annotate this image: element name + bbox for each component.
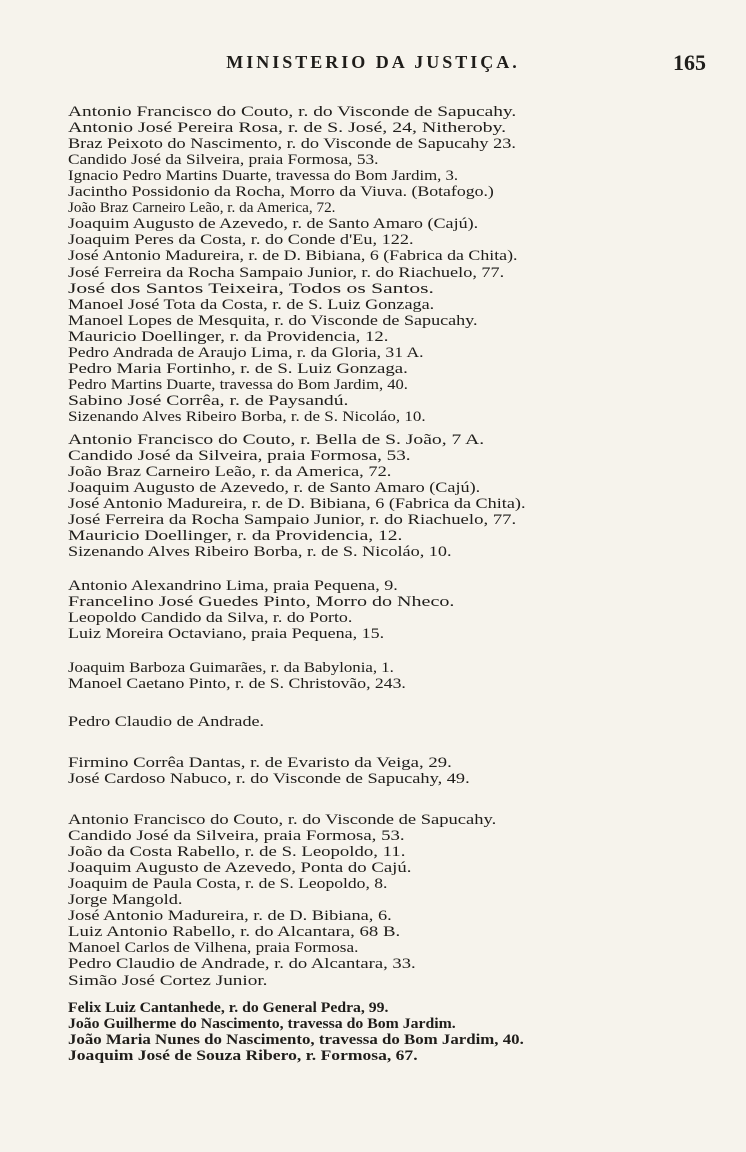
entry-line: Candido José da Silveira, praia Formosa, 53. bbox=[68, 828, 405, 845]
entry-line: Antonio Francisco do Couto, r. Bella de S. João, 7 A. bbox=[68, 432, 485, 448]
entry-line: José Antonio Madureira, r. de D. Bibiana, 6. bbox=[68, 908, 392, 925]
entry-line: José Antonio Madureira, r. de D. Bibiana, 6 (Fabrica da Chita). bbox=[68, 248, 518, 265]
entry-line: Jacintho Possidonio da Rocha, Morro da Viuva. (Botafogo.) bbox=[68, 184, 494, 201]
page-number: 165 bbox=[673, 50, 706, 75]
entry-line: Joaquim Augusto de Azevedo, r. de Santo Amaro (Cajú). bbox=[68, 480, 481, 497]
entry-line: José Ferreira da Rocha Sampaio Junior, r. do Riachuelo, 77. bbox=[68, 264, 505, 281]
entry-line: Pedro Claudio de Andrade. bbox=[68, 714, 265, 730]
entry-line: Joaquim de Paula Costa, r. de S. Leopoldo, 8. bbox=[68, 876, 388, 893]
entry-line: José Antonio Madureira, r. de D. Bibiana, 6 (Fabrica da Chita). bbox=[68, 496, 526, 513]
entry-line: Antonio Alexandrino Lima, praia Pequena, 9. bbox=[68, 578, 398, 594]
entry-line: Leopoldo Candido da Silva, r. do Porto. bbox=[68, 610, 353, 626]
entry-line: João da Costa Rabello, r. de S. Leopoldo, 11. bbox=[68, 844, 406, 861]
entry-line: Pedro Martins Duarte, travessa do Bom Jardim, 40. bbox=[68, 376, 408, 393]
entry-line: Braz Peixoto do Nascimento, r. do Visconde de Sapucahy 23. bbox=[68, 136, 516, 153]
page-header bbox=[0, 50, 746, 80]
entry-line: Sizenando Alves Ribeiro Borba, r. de S. Nicoláo, 10. bbox=[68, 408, 426, 425]
entry-line: Manoel Carlos de Vilhena, praia Formosa. bbox=[68, 940, 359, 957]
entry-line: João Maria Nunes do Nascimento, travessa do Bom Jardim, 40. bbox=[68, 1032, 524, 1049]
entry-line: Firmino Corrêa Dantas, r. de Evaristo da Veiga, 29. bbox=[68, 755, 452, 771]
entry-line: Sabino José Corrêa, r. de Paysandú. bbox=[68, 392, 349, 409]
entry-line: Luiz Moreira Octaviano, praia Pequena, 15. bbox=[68, 626, 385, 642]
entry-line: Candido José da Silveira, praia Formosa, 53. bbox=[68, 152, 379, 169]
entry-line: Joaquim Barboza Guimarães, r. da Babylonia, 1. bbox=[68, 660, 394, 676]
entry-line: Pedro Andrada de Araujo Lima, r. da Gloria, 31 A. bbox=[68, 344, 424, 361]
entry-line: José Ferreira da Rocha Sampaio Junior, r. do Riachuelo, 77. bbox=[68, 512, 517, 529]
entry-line: José Cardoso Nabuco, r. do Visconde de Sapucahy, 49. bbox=[68, 771, 470, 787]
entry-line: Joaquim Augusto de Azevedo, Ponta do Cajú. bbox=[68, 860, 412, 877]
entry-line: João Guilherme do Nascimento, travessa do Bom Jardim. bbox=[68, 1016, 456, 1033]
entry-line: Antonio Francisco do Couto, r. do Visconde de Sapucahy. bbox=[68, 812, 497, 828]
entry-line: Manoel Lopes de Mesquita, r. do Visconde de Sapucahy. bbox=[68, 312, 478, 329]
entry-line: Mauricio Doellinger, r. da Providencia, 12. bbox=[68, 328, 389, 345]
entry-line: Mauricio Doellinger, r. da Providencia, 12. bbox=[68, 528, 403, 545]
entry-line: Felix Luiz Cantanhede, r. do General Pedra, 99. bbox=[68, 1000, 389, 1016]
entry-line: Pedro Maria Fortinho, r. de S. Luiz Gonzaga. bbox=[68, 360, 408, 377]
entry-line: Joaquim Peres da Costa, r. do Conde d'Eu, 122. bbox=[68, 232, 414, 249]
entry-line: Antonio Francisco do Couto, r. do Visconde de Sapucahy. bbox=[68, 104, 517, 120]
entry-line: Joaquim José de Souza Ribero, r. Formosa, 67. bbox=[68, 1048, 418, 1065]
entry-line: Manoel Caetano Pinto, r. de S. Christovão, 243. bbox=[68, 676, 406, 692]
entry-line: Candido José da Silveira, praia Formosa, 53. bbox=[68, 448, 411, 465]
entry-line: Pedro Claudio de Andrade, r. do Alcantara, 33. bbox=[68, 956, 416, 973]
entry-line: Simão José Cortez Junior. bbox=[68, 972, 268, 989]
entry-line: Joaquim Augusto de Azevedo, r. de Santo Amaro (Cajú). bbox=[68, 216, 479, 233]
entry-line: Antonio José Pereira Rosa, r. de S. José, 24, Nitheroby. bbox=[68, 120, 507, 137]
entry-line: Ignacio Pedro Martins Duarte, travessa do Bom Jardim, 3. bbox=[68, 168, 459, 185]
entry-line: Luiz Antonio Rabello, r. do Alcantara, 68 B. bbox=[68, 924, 401, 941]
entry-line: José dos Santos Teixeira, Todos os Santos. bbox=[68, 280, 434, 297]
entry-line: Jorge Mangold. bbox=[68, 892, 183, 909]
entry-line: Manoel José Tota da Costa, r. de S. Luiz Gonzaga. bbox=[68, 296, 435, 313]
entry-line: Sizenando Alves Ribeiro Borba, r. de S. Nicoláo, 10. bbox=[68, 544, 452, 561]
entry-line: João Braz Carneiro Leão, r. da America, 72. bbox=[68, 464, 392, 481]
running-title: MINISTERIO DA JUSTIÇA. bbox=[226, 52, 520, 72]
entry-line: Francelino José Guedes Pinto, Morro do Nheco. bbox=[68, 594, 455, 610]
entry-line: João Braz Carneiro Leão, r. da America, 72. bbox=[68, 200, 336, 217]
